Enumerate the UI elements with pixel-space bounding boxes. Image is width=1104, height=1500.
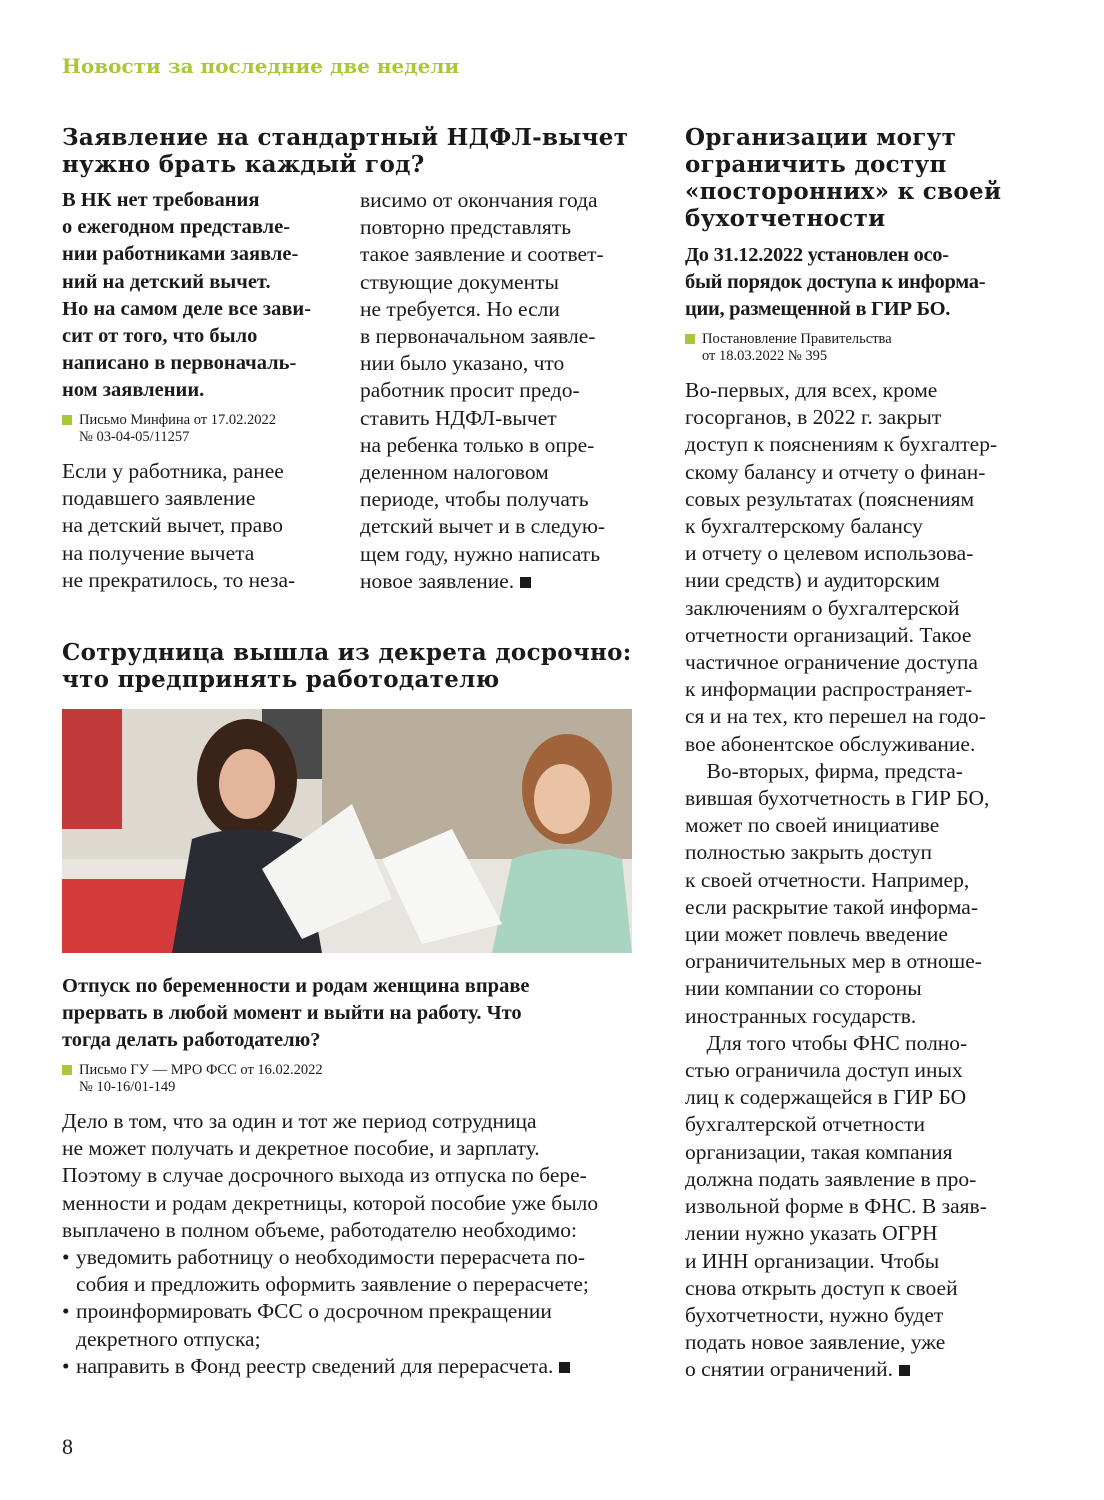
text-line: должна подать заявление в про-: [685, 1166, 977, 1191]
text-line: прервать в любой момент и выйти на работу. Что: [62, 1002, 522, 1025]
article2-body: [62, 1108, 598, 1244]
text-line: повторно представлять: [360, 215, 572, 240]
text-line: Но на самом деле все зави-: [62, 297, 312, 320]
text-line: и отчету о целевом использова-: [685, 541, 974, 566]
text-line: организации, такая компания: [685, 1139, 953, 1164]
text-line: До 31.12.2022 установлен осо-: [685, 244, 949, 266]
text-line: извольной форме в ФНС. В заяв-: [685, 1194, 987, 1219]
article3-source: Постановление Правительства от 18.03.2022 № 395: [685, 331, 892, 365]
text-line: если раскрытие такой информа-: [685, 894, 978, 919]
photo-illustration: [62, 709, 632, 953]
text-line: работник просит предо-: [360, 378, 580, 403]
text-line: снова открыть доступ к своей: [685, 1275, 958, 1300]
text-line: бухотчетности: [685, 205, 886, 232]
text-line: иностранных государств.: [685, 1003, 917, 1028]
text-line: ном заявлении.: [62, 379, 205, 402]
text-line: периоде, чтобы получать: [360, 487, 589, 512]
text-line: может по своей инициативе: [685, 813, 940, 838]
text-line: частичное ограничение доступа: [685, 650, 978, 675]
text-line: Сотрудница вышла из декрета досрочно:: [62, 639, 632, 666]
section-title: Новости за последние две недели: [62, 54, 460, 78]
text-line: менности и родам декретницы, которой пособие уже было: [62, 1190, 599, 1215]
text-line: вое абонентское обслуживание.: [685, 731, 976, 756]
text-line: лении нужно указать ОГРН: [685, 1221, 938, 1246]
text-line: бухгалтерской отчетности: [685, 1112, 925, 1137]
text-line: Поэтому в случае досрочного выхода из отпуска по бере-: [62, 1163, 587, 1188]
article2-source: Письмо ГУ — МРО ФСС от 16.02.2022 № 10-16/01-149: [62, 1062, 323, 1096]
text-line: нужно брать каждый год?: [62, 151, 425, 178]
article2-lead: [62, 973, 530, 1055]
text-line: бый порядок доступа к информа-: [685, 271, 986, 294]
article2-bullets: [62, 1244, 589, 1380]
text-line: на детский вычет, право: [62, 513, 283, 538]
text-line: госорганов, в 2022 г. закрыт: [685, 405, 942, 430]
text-line: Если у работника, ранее: [62, 459, 284, 483]
text-line: Организации могут: [685, 124, 957, 151]
text-line: не требуется. Но если: [360, 296, 560, 321]
text-line: деленном налоговом: [360, 460, 549, 485]
text-line: к информации распространяет-: [685, 677, 973, 702]
end-mark-icon: [559, 1362, 570, 1373]
text-line: сит от того, что было: [62, 325, 258, 348]
text-line: нии было указано, что: [360, 351, 565, 376]
text-line: ции может повлечь введение: [685, 922, 948, 947]
article2-title: [62, 639, 632, 693]
text-line: В НК нет требования: [62, 189, 260, 211]
text-line: на получение вычета: [62, 540, 255, 565]
source-marker-icon: [685, 334, 695, 344]
text-line: ограничить доступ: [685, 151, 947, 178]
article1-body-left: [62, 458, 295, 594]
text-line: не может получать и декретное пособие, и зарплату.: [62, 1136, 540, 1161]
text-line: такое заявление и соответ-: [360, 242, 604, 267]
text-line: в первоначальном заявле-: [360, 324, 596, 349]
end-mark-icon: [899, 1365, 910, 1376]
article1-source: Письмо Минфина от 17.02.2022 № 03-04-05/11257: [62, 412, 276, 446]
bullet-item: • уведомить работницу о необходимости перерасчета по- собия и предложить оформить заявление о перерасчете;: [62, 1245, 589, 1297]
text-line: что предпринять работодателю: [62, 666, 500, 693]
article1-lead: [62, 187, 311, 405]
text-line: заключениям о бухгалтерской: [685, 595, 960, 620]
text-line: тогда делать работодателю?: [62, 1029, 321, 1052]
text-line: Дело в том, что за один и тот же период сотрудница: [62, 1109, 537, 1133]
text-line: ции, размещенной в ГИР БО.: [685, 298, 951, 321]
text-line: нии работниками заявле-: [62, 243, 299, 266]
text-line: ствующие документы: [360, 269, 559, 294]
page-number: 8: [62, 1434, 73, 1459]
text-line: ний на детский вычет.: [62, 270, 271, 293]
text-line: не прекратилось, то неза-: [62, 567, 296, 592]
article1-body-right: [360, 187, 605, 595]
text-line: Во-вторых, фирма, предста-: [685, 758, 963, 783]
text-line: написано в первоначаль-: [62, 352, 297, 375]
text-line: полностью закрыть доступ: [685, 840, 933, 865]
bullet-item: • направить в Фонд реестр сведений для перерасчета.: [62, 1353, 589, 1380]
text-line: бухотчетности, нужно будет: [685, 1302, 944, 1327]
article-photo: [62, 709, 632, 953]
text-line: к бухгалтерскому балансу: [685, 514, 923, 539]
article3-title: [685, 124, 1001, 232]
text-line: подавшего заявление: [62, 486, 256, 511]
text-line: «посторонних» к своей: [685, 178, 1002, 205]
text-line: лиц к содержащейся в ГИР БО: [685, 1085, 967, 1110]
text-line: Во-первых, для всех, кроме: [685, 378, 938, 402]
text-line: Для того чтобы ФНС полно-: [685, 1030, 968, 1055]
text-line: о ежегодном представле-: [62, 216, 291, 239]
article1-title: [62, 124, 628, 178]
text-line: стью ограничила доступ иных: [685, 1058, 963, 1083]
text-line: щем году, нужно написать: [360, 541, 601, 566]
text-line: ограничительных мер в отноше-: [685, 949, 982, 974]
text-line: отчетности организаций. Такое: [685, 622, 972, 647]
end-mark-icon: [520, 577, 531, 588]
text-line: детский вычет и в следую-: [360, 514, 606, 539]
text-line: к своей отчетности. Например,: [685, 867, 970, 892]
text-line: висимо от окончания года: [360, 188, 598, 212]
text-line: совых результатах (пояснениям: [685, 486, 975, 511]
text-line: подать новое заявление, уже: [685, 1330, 946, 1355]
text-line: нии компании со стороны: [685, 976, 922, 1001]
text-line: выплачено в полном объеме, работодателю необходимо:: [62, 1217, 577, 1242]
text-line: ся и на тех, кто перешел на годо-: [685, 704, 986, 729]
text-line: скому балансу и отчету о финан-: [685, 459, 986, 484]
source-marker-icon: [62, 1065, 72, 1075]
text-line: ставить НДФЛ-вычет: [360, 405, 557, 430]
text-line: и ИНН организации. Чтобы: [685, 1248, 940, 1273]
bullet-item: • проинформировать ФСС о досрочном прекращении декретного отпуска;: [62, 1299, 552, 1351]
text-line: Заявление на стандартный НДФЛ-вычет: [62, 124, 629, 151]
text-line: новое заявление.: [360, 568, 605, 595]
text-line: доступ к пояснениям к бухгалтер-: [685, 432, 998, 457]
article3-body: [685, 377, 997, 1384]
text-line: на ребенка только в опре-: [360, 432, 595, 457]
text-line: вившая бухотчетность в ГИР БО,: [685, 786, 990, 811]
text-line: нии средств) и аудиторским: [685, 568, 940, 593]
text-line: о снятии ограничений.: [685, 1356, 997, 1383]
text-line: Отпуск по беременности и родам женщина вправе: [62, 975, 530, 997]
source-marker-icon: [62, 415, 72, 425]
article3-lead: [685, 242, 985, 324]
